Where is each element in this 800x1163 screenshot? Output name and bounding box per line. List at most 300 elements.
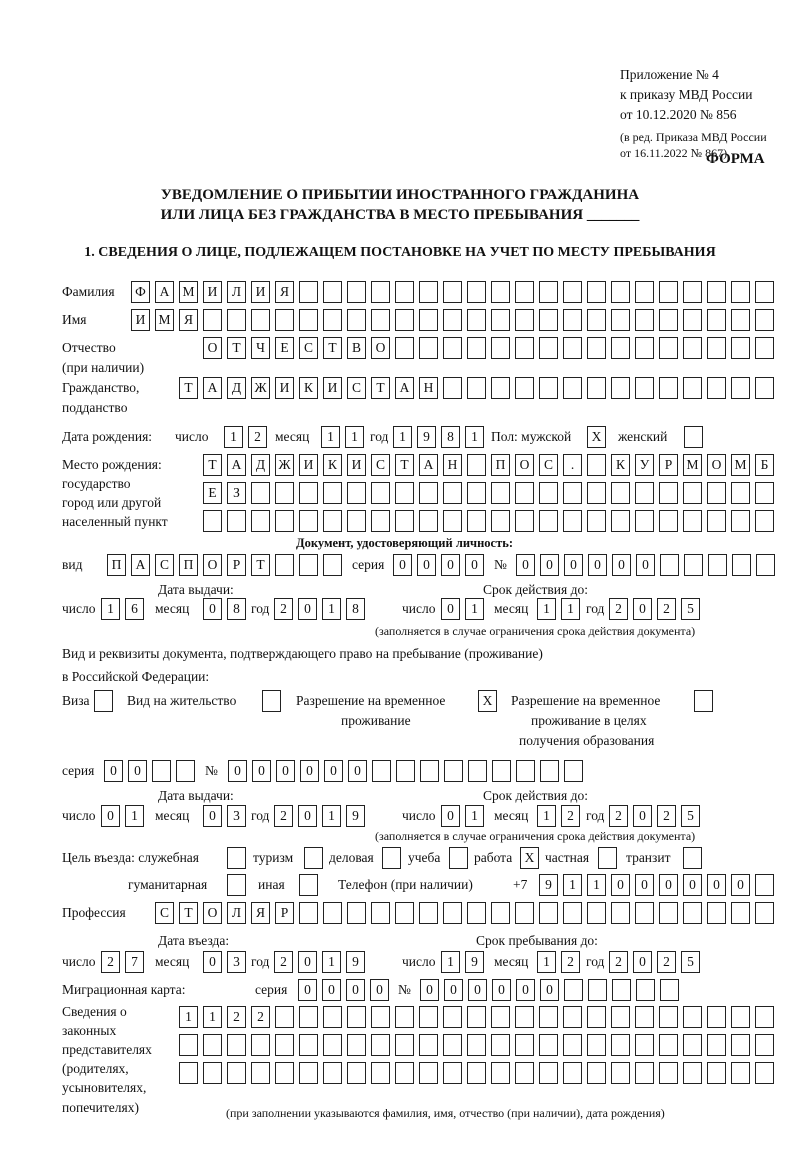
char-cell[interactable]: 0 bbox=[393, 554, 412, 576]
char-cell[interactable]: 0 bbox=[633, 805, 652, 827]
char-cell[interactable] bbox=[347, 482, 366, 504]
char-cell[interactable] bbox=[275, 510, 294, 532]
char-cell[interactable] bbox=[707, 1062, 726, 1084]
char-cell[interactable]: В bbox=[347, 337, 366, 359]
char-cell[interactable] bbox=[491, 1062, 510, 1084]
char-cell[interactable]: 7 bbox=[125, 951, 144, 973]
char-cell[interactable]: 1 bbox=[441, 951, 460, 973]
char-cell[interactable] bbox=[731, 377, 750, 399]
char-cell[interactable] bbox=[395, 281, 414, 303]
char-cell[interactable]: 0 bbox=[441, 554, 460, 576]
char-cell[interactable] bbox=[707, 902, 726, 924]
char-cell[interactable] bbox=[539, 1034, 558, 1056]
char-cell[interactable] bbox=[635, 281, 654, 303]
char-cell[interactable]: О bbox=[707, 454, 726, 476]
char-cell[interactable] bbox=[563, 1062, 582, 1084]
char-cell[interactable] bbox=[515, 377, 534, 399]
char-cell[interactable] bbox=[635, 510, 654, 532]
char-cell[interactable]: Е bbox=[275, 337, 294, 359]
char-cell[interactable] bbox=[635, 902, 654, 924]
char-cell[interactable] bbox=[611, 281, 630, 303]
char-cell[interactable] bbox=[683, 847, 702, 869]
char-cell[interactable] bbox=[587, 510, 606, 532]
char-cell[interactable]: 5 bbox=[681, 805, 700, 827]
char-cell[interactable] bbox=[227, 309, 246, 331]
char-cell[interactable]: 8 bbox=[346, 598, 365, 620]
char-cell[interactable]: Л bbox=[227, 902, 246, 924]
char-cell[interactable] bbox=[683, 1034, 702, 1056]
char-cell[interactable] bbox=[515, 337, 534, 359]
char-cell[interactable] bbox=[659, 1006, 678, 1028]
char-cell[interactable]: 8 bbox=[441, 426, 460, 448]
char-cell[interactable]: К bbox=[611, 454, 630, 476]
char-cell[interactable] bbox=[299, 902, 318, 924]
char-cell[interactable]: И bbox=[275, 377, 294, 399]
char-cell[interactable]: 0 bbox=[564, 554, 583, 576]
char-cell[interactable] bbox=[563, 482, 582, 504]
char-cell[interactable]: 2 bbox=[274, 598, 293, 620]
char-cell[interactable] bbox=[492, 760, 511, 782]
char-cell[interactable] bbox=[683, 1062, 702, 1084]
char-cell[interactable]: 2 bbox=[101, 951, 120, 973]
char-cell[interactable]: 0 bbox=[203, 598, 222, 620]
char-cell[interactable] bbox=[323, 281, 342, 303]
char-cell[interactable] bbox=[731, 281, 750, 303]
char-cell[interactable] bbox=[299, 1034, 318, 1056]
char-cell[interactable]: 2 bbox=[657, 598, 676, 620]
char-cell[interactable] bbox=[564, 760, 583, 782]
char-cell[interactable] bbox=[227, 847, 246, 869]
char-cell[interactable] bbox=[443, 281, 462, 303]
char-cell[interactable]: Ч bbox=[251, 337, 270, 359]
char-cell[interactable]: 9 bbox=[539, 874, 558, 896]
char-cell[interactable] bbox=[515, 281, 534, 303]
char-cell[interactable]: 9 bbox=[346, 951, 365, 973]
char-cell[interactable]: Я bbox=[251, 902, 270, 924]
char-cell[interactable]: 2 bbox=[657, 805, 676, 827]
char-cell[interactable]: 1 bbox=[465, 426, 484, 448]
char-cell[interactable] bbox=[323, 554, 342, 576]
char-cell[interactable]: Д bbox=[251, 454, 270, 476]
char-cell[interactable]: 2 bbox=[274, 951, 293, 973]
char-cell[interactable]: С bbox=[539, 454, 558, 476]
char-cell[interactable] bbox=[152, 760, 171, 782]
char-cell[interactable] bbox=[275, 482, 294, 504]
char-cell[interactable]: 3 bbox=[227, 805, 246, 827]
char-cell[interactable] bbox=[587, 1034, 606, 1056]
char-cell[interactable] bbox=[515, 902, 534, 924]
char-cell[interactable] bbox=[275, 1062, 294, 1084]
char-cell[interactable]: 0 bbox=[300, 760, 319, 782]
char-cell[interactable]: Н bbox=[419, 377, 438, 399]
char-cell[interactable] bbox=[540, 760, 559, 782]
char-cell[interactable] bbox=[467, 309, 486, 331]
char-cell[interactable]: О bbox=[515, 454, 534, 476]
char-cell[interactable]: 9 bbox=[465, 951, 484, 973]
char-cell[interactable]: 8 bbox=[227, 598, 246, 620]
char-cell[interactable]: А bbox=[131, 554, 150, 576]
char-cell[interactable] bbox=[731, 902, 750, 924]
char-cell[interactable]: Б bbox=[755, 454, 774, 476]
char-cell[interactable] bbox=[468, 760, 487, 782]
char-cell[interactable] bbox=[539, 510, 558, 532]
char-cell[interactable] bbox=[539, 902, 558, 924]
char-cell[interactable] bbox=[731, 1006, 750, 1028]
char-cell[interactable]: Т bbox=[371, 377, 390, 399]
char-cell[interactable] bbox=[635, 309, 654, 331]
char-cell[interactable] bbox=[203, 510, 222, 532]
char-cell[interactable] bbox=[563, 337, 582, 359]
char-cell[interactable] bbox=[539, 1062, 558, 1084]
char-cell[interactable] bbox=[371, 281, 390, 303]
char-cell[interactable] bbox=[467, 337, 486, 359]
char-cell[interactable] bbox=[707, 309, 726, 331]
char-cell[interactable]: 0 bbox=[252, 760, 271, 782]
char-cell[interactable] bbox=[564, 979, 583, 1001]
char-cell[interactable]: 0 bbox=[540, 554, 559, 576]
char-cell[interactable] bbox=[515, 1034, 534, 1056]
char-cell[interactable] bbox=[491, 902, 510, 924]
char-cell[interactable]: О bbox=[203, 554, 222, 576]
char-cell[interactable] bbox=[635, 482, 654, 504]
char-cell[interactable] bbox=[227, 1034, 246, 1056]
char-cell[interactable] bbox=[467, 902, 486, 924]
char-cell[interactable] bbox=[611, 1034, 630, 1056]
char-cell[interactable] bbox=[251, 309, 270, 331]
char-cell[interactable] bbox=[371, 1062, 390, 1084]
char-cell[interactable] bbox=[443, 482, 462, 504]
char-cell[interactable] bbox=[203, 1034, 222, 1056]
char-cell[interactable]: 0 bbox=[298, 979, 317, 1001]
char-cell[interactable] bbox=[251, 510, 270, 532]
char-cell[interactable] bbox=[275, 1006, 294, 1028]
char-cell[interactable] bbox=[707, 281, 726, 303]
char-cell[interactable] bbox=[611, 902, 630, 924]
char-cell[interactable] bbox=[299, 309, 318, 331]
char-cell[interactable] bbox=[467, 377, 486, 399]
char-cell[interactable] bbox=[659, 902, 678, 924]
char-cell[interactable]: 0 bbox=[298, 598, 317, 620]
char-cell[interactable] bbox=[323, 510, 342, 532]
char-cell[interactable]: 1 bbox=[393, 426, 412, 448]
char-cell[interactable]: 0 bbox=[636, 554, 655, 576]
char-cell[interactable] bbox=[588, 979, 607, 1001]
char-cell[interactable]: 1 bbox=[224, 426, 243, 448]
char-cell[interactable] bbox=[659, 337, 678, 359]
char-cell[interactable] bbox=[563, 1006, 582, 1028]
char-cell[interactable] bbox=[299, 1062, 318, 1084]
char-cell[interactable]: 0 bbox=[683, 874, 702, 896]
char-cell[interactable]: 1 bbox=[321, 426, 340, 448]
char-cell[interactable] bbox=[299, 510, 318, 532]
char-cell[interactable]: Т bbox=[179, 377, 198, 399]
char-cell[interactable] bbox=[755, 1006, 774, 1028]
char-cell[interactable] bbox=[262, 690, 281, 712]
char-cell[interactable] bbox=[611, 1062, 630, 1084]
char-cell[interactable]: 3 bbox=[227, 951, 246, 973]
char-cell[interactable] bbox=[731, 1034, 750, 1056]
char-cell[interactable]: 0 bbox=[540, 979, 559, 1001]
char-cell[interactable] bbox=[371, 1034, 390, 1056]
char-cell[interactable] bbox=[419, 510, 438, 532]
char-cell[interactable]: А bbox=[395, 377, 414, 399]
char-cell[interactable]: М bbox=[179, 281, 198, 303]
char-cell[interactable]: 0 bbox=[612, 554, 631, 576]
char-cell[interactable]: С bbox=[371, 454, 390, 476]
char-cell[interactable] bbox=[396, 760, 415, 782]
char-cell[interactable]: О bbox=[371, 337, 390, 359]
char-cell[interactable] bbox=[395, 1062, 414, 1084]
char-cell[interactable]: X bbox=[520, 847, 539, 869]
char-cell[interactable] bbox=[563, 1034, 582, 1056]
char-cell[interactable] bbox=[707, 377, 726, 399]
char-cell[interactable]: 1 bbox=[561, 598, 580, 620]
char-cell[interactable] bbox=[635, 337, 654, 359]
char-cell[interactable]: Т bbox=[395, 454, 414, 476]
char-cell[interactable] bbox=[323, 1034, 342, 1056]
char-cell[interactable] bbox=[707, 1034, 726, 1056]
char-cell[interactable] bbox=[467, 1034, 486, 1056]
char-cell[interactable]: 1 bbox=[537, 805, 556, 827]
char-cell[interactable] bbox=[587, 377, 606, 399]
char-cell[interactable] bbox=[612, 979, 631, 1001]
char-cell[interactable] bbox=[683, 482, 702, 504]
char-cell[interactable]: 0 bbox=[128, 760, 147, 782]
char-cell[interactable]: 2 bbox=[251, 1006, 270, 1028]
char-cell[interactable]: 0 bbox=[707, 874, 726, 896]
char-cell[interactable]: Я bbox=[179, 309, 198, 331]
char-cell[interactable] bbox=[587, 902, 606, 924]
char-cell[interactable] bbox=[515, 1006, 534, 1028]
char-cell[interactable] bbox=[251, 1062, 270, 1084]
char-cell[interactable] bbox=[419, 1062, 438, 1084]
char-cell[interactable]: 0 bbox=[633, 598, 652, 620]
char-cell[interactable] bbox=[732, 554, 751, 576]
char-cell[interactable]: 0 bbox=[348, 760, 367, 782]
char-cell[interactable]: Т bbox=[251, 554, 270, 576]
char-cell[interactable] bbox=[731, 510, 750, 532]
char-cell[interactable] bbox=[467, 1006, 486, 1028]
char-cell[interactable] bbox=[203, 1062, 222, 1084]
char-cell[interactable] bbox=[323, 309, 342, 331]
char-cell[interactable]: У bbox=[635, 454, 654, 476]
char-cell[interactable] bbox=[251, 1034, 270, 1056]
char-cell[interactable] bbox=[395, 1006, 414, 1028]
char-cell[interactable] bbox=[491, 1006, 510, 1028]
char-cell[interactable] bbox=[707, 482, 726, 504]
char-cell[interactable] bbox=[659, 309, 678, 331]
char-cell[interactable]: 0 bbox=[420, 979, 439, 1001]
char-cell[interactable] bbox=[227, 510, 246, 532]
char-cell[interactable] bbox=[491, 337, 510, 359]
char-cell[interactable] bbox=[660, 554, 679, 576]
char-cell[interactable] bbox=[659, 281, 678, 303]
char-cell[interactable] bbox=[684, 554, 703, 576]
char-cell[interactable]: 1 bbox=[345, 426, 364, 448]
char-cell[interactable]: И bbox=[323, 377, 342, 399]
char-cell[interactable]: 2 bbox=[561, 805, 580, 827]
char-cell[interactable]: 0 bbox=[104, 760, 123, 782]
char-cell[interactable] bbox=[443, 1034, 462, 1056]
char-cell[interactable] bbox=[731, 482, 750, 504]
char-cell[interactable] bbox=[491, 377, 510, 399]
char-cell[interactable]: С bbox=[299, 337, 318, 359]
char-cell[interactable]: А bbox=[419, 454, 438, 476]
char-cell[interactable]: 6 bbox=[125, 598, 144, 620]
char-cell[interactable] bbox=[419, 482, 438, 504]
char-cell[interactable] bbox=[347, 281, 366, 303]
char-cell[interactable]: М bbox=[731, 454, 750, 476]
char-cell[interactable] bbox=[563, 510, 582, 532]
char-cell[interactable]: 0 bbox=[298, 805, 317, 827]
char-cell[interactable]: М bbox=[683, 454, 702, 476]
char-cell[interactable]: 1 bbox=[322, 598, 341, 620]
char-cell[interactable] bbox=[755, 1034, 774, 1056]
char-cell[interactable] bbox=[443, 1006, 462, 1028]
char-cell[interactable] bbox=[467, 454, 486, 476]
char-cell[interactable] bbox=[611, 337, 630, 359]
char-cell[interactable] bbox=[323, 902, 342, 924]
char-cell[interactable] bbox=[491, 510, 510, 532]
char-cell[interactable] bbox=[371, 482, 390, 504]
char-cell[interactable] bbox=[419, 309, 438, 331]
char-cell[interactable]: 2 bbox=[657, 951, 676, 973]
char-cell[interactable] bbox=[539, 337, 558, 359]
char-cell[interactable]: 0 bbox=[635, 874, 654, 896]
char-cell[interactable] bbox=[756, 554, 775, 576]
char-cell[interactable]: 1 bbox=[537, 598, 556, 620]
char-cell[interactable] bbox=[755, 377, 774, 399]
char-cell[interactable]: Р bbox=[275, 902, 294, 924]
char-cell[interactable] bbox=[611, 1006, 630, 1028]
char-cell[interactable] bbox=[251, 482, 270, 504]
char-cell[interactable] bbox=[587, 1006, 606, 1028]
char-cell[interactable]: З bbox=[227, 482, 246, 504]
char-cell[interactable] bbox=[611, 510, 630, 532]
char-cell[interactable]: 0 bbox=[465, 554, 484, 576]
char-cell[interactable]: С bbox=[155, 554, 174, 576]
char-cell[interactable] bbox=[611, 309, 630, 331]
char-cell[interactable]: Т bbox=[203, 454, 222, 476]
char-cell[interactable] bbox=[443, 377, 462, 399]
char-cell[interactable] bbox=[659, 377, 678, 399]
char-cell[interactable]: А bbox=[227, 454, 246, 476]
char-cell[interactable] bbox=[323, 1006, 342, 1028]
char-cell[interactable] bbox=[516, 760, 535, 782]
char-cell[interactable] bbox=[491, 1034, 510, 1056]
char-cell[interactable]: 0 bbox=[101, 805, 120, 827]
char-cell[interactable] bbox=[443, 902, 462, 924]
char-cell[interactable] bbox=[683, 309, 702, 331]
char-cell[interactable] bbox=[467, 510, 486, 532]
char-cell[interactable] bbox=[598, 847, 617, 869]
char-cell[interactable]: Р bbox=[227, 554, 246, 576]
char-cell[interactable]: 0 bbox=[588, 554, 607, 576]
char-cell[interactable] bbox=[420, 760, 439, 782]
char-cell[interactable] bbox=[275, 1034, 294, 1056]
char-cell[interactable] bbox=[382, 847, 401, 869]
char-cell[interactable] bbox=[755, 902, 774, 924]
char-cell[interactable]: 0 bbox=[633, 951, 652, 973]
char-cell[interactable] bbox=[203, 309, 222, 331]
char-cell[interactable] bbox=[635, 1034, 654, 1056]
char-cell[interactable] bbox=[227, 1062, 246, 1084]
char-cell[interactable] bbox=[371, 309, 390, 331]
char-cell[interactable]: 1 bbox=[537, 951, 556, 973]
char-cell[interactable]: М bbox=[155, 309, 174, 331]
char-cell[interactable] bbox=[707, 1006, 726, 1028]
char-cell[interactable]: X bbox=[587, 426, 606, 448]
char-cell[interactable]: Н bbox=[443, 454, 462, 476]
char-cell[interactable] bbox=[299, 1006, 318, 1028]
char-cell[interactable]: 0 bbox=[324, 760, 343, 782]
char-cell[interactable]: Д bbox=[227, 377, 246, 399]
char-cell[interactable] bbox=[94, 690, 113, 712]
char-cell[interactable] bbox=[323, 482, 342, 504]
char-cell[interactable]: 2 bbox=[248, 426, 267, 448]
char-cell[interactable] bbox=[635, 1062, 654, 1084]
char-cell[interactable]: 2 bbox=[274, 805, 293, 827]
char-cell[interactable] bbox=[347, 1006, 366, 1028]
char-cell[interactable] bbox=[304, 847, 323, 869]
char-cell[interactable]: Ф bbox=[131, 281, 150, 303]
char-cell[interactable] bbox=[539, 281, 558, 303]
char-cell[interactable] bbox=[611, 482, 630, 504]
char-cell[interactable]: 0 bbox=[492, 979, 511, 1001]
char-cell[interactable] bbox=[587, 482, 606, 504]
char-cell[interactable] bbox=[515, 482, 534, 504]
char-cell[interactable]: И bbox=[299, 454, 318, 476]
char-cell[interactable]: 0 bbox=[203, 951, 222, 973]
char-cell[interactable] bbox=[587, 454, 606, 476]
char-cell[interactable]: Р bbox=[659, 454, 678, 476]
char-cell[interactable] bbox=[635, 377, 654, 399]
char-cell[interactable] bbox=[515, 309, 534, 331]
char-cell[interactable]: 0 bbox=[611, 874, 630, 896]
char-cell[interactable]: 1 bbox=[179, 1006, 198, 1028]
char-cell[interactable] bbox=[539, 1006, 558, 1028]
char-cell[interactable] bbox=[587, 1062, 606, 1084]
char-cell[interactable] bbox=[179, 1062, 198, 1084]
char-cell[interactable]: 2 bbox=[609, 598, 628, 620]
char-cell[interactable] bbox=[684, 426, 703, 448]
char-cell[interactable] bbox=[755, 510, 774, 532]
char-cell[interactable]: 0 bbox=[228, 760, 247, 782]
char-cell[interactable]: 9 bbox=[417, 426, 436, 448]
char-cell[interactable] bbox=[347, 1062, 366, 1084]
char-cell[interactable] bbox=[491, 281, 510, 303]
char-cell[interactable] bbox=[443, 1062, 462, 1084]
char-cell[interactable]: 2 bbox=[609, 805, 628, 827]
char-cell[interactable]: И bbox=[347, 454, 366, 476]
char-cell[interactable] bbox=[683, 510, 702, 532]
char-cell[interactable] bbox=[323, 1062, 342, 1084]
char-cell[interactable]: 1 bbox=[563, 874, 582, 896]
char-cell[interactable] bbox=[707, 337, 726, 359]
char-cell[interactable]: 1 bbox=[203, 1006, 222, 1028]
char-cell[interactable] bbox=[587, 309, 606, 331]
char-cell[interactable]: 0 bbox=[276, 760, 295, 782]
char-cell[interactable] bbox=[467, 482, 486, 504]
char-cell[interactable]: Ж bbox=[275, 454, 294, 476]
char-cell[interactable] bbox=[563, 281, 582, 303]
char-cell[interactable] bbox=[371, 1006, 390, 1028]
char-cell[interactable]: А bbox=[155, 281, 174, 303]
char-cell[interactable]: 1 bbox=[587, 874, 606, 896]
char-cell[interactable] bbox=[395, 902, 414, 924]
char-cell[interactable] bbox=[491, 482, 510, 504]
char-cell[interactable]: 1 bbox=[322, 951, 341, 973]
